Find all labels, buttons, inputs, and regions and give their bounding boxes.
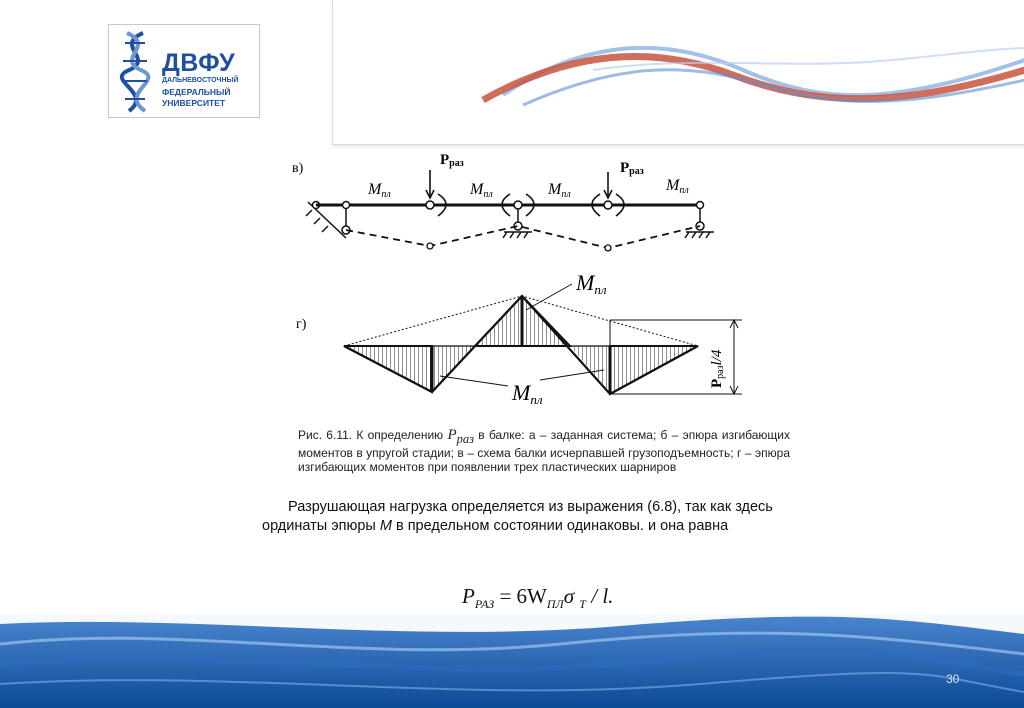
figure-caption: Рис. 6.11. К определению $Р_{раз}$ в балке: а – заданная система; б – эпюра изгибающих моментов в упругой стадии; в – схема балки исчерпавшей грузоподъемность; г – эпюра изгибающих моментов при появлении трех пластических шарниров [298, 427, 791, 474]
collapse-mechanism [346, 226, 700, 248]
diagram-moment-label-top: Мпл [576, 270, 607, 297]
page-number: 30 [946, 672, 960, 686]
dimension-label: Рразl/4 [709, 349, 726, 388]
pin-support-3 [685, 202, 714, 239]
plastic-hinge-1 [426, 201, 434, 209]
logo-abbr: ДВФУ [162, 49, 236, 77]
displaced-hinge-2 [605, 245, 611, 251]
load-arrow-1 [426, 170, 434, 198]
dna-helix-icon [113, 31, 161, 113]
logo-line-1: ДАЛЬНЕВОСТОЧНЫЙ [162, 77, 239, 84]
fixed-support [306, 202, 346, 239]
moment-label-1: Мпл [368, 181, 391, 200]
displaced-hinge-1 [427, 243, 433, 249]
header-band [332, 0, 1024, 145]
leader-left [440, 376, 508, 386]
header-ribbons [333, 0, 1024, 144]
panel-label-v: в) [292, 161, 304, 176]
pin-support-1 [342, 202, 350, 235]
formula: $P_{РАЗ} = 6W_{ПЛ}\sigma$ $_Т$ / l. [462, 584, 614, 612]
moment-label-2: Мпл [470, 181, 493, 200]
body-paragraph: Разрушающая нагрузка определяется из выражения (6.8), так как здесь ординаты эпюры М в предельном состоянии одинаковы. и она равна [262, 499, 773, 534]
leader-top [526, 284, 572, 310]
moment-label-3: Мпл [548, 181, 571, 200]
moment-label-4: Мпл [666, 177, 689, 196]
load-arrow-2 [604, 172, 612, 198]
university-logo [108, 24, 260, 118]
plastic-hinge-3 [604, 201, 612, 209]
panel-label-g: г) [296, 317, 307, 332]
caption-symbol: $Р_{раз}$ [447, 427, 475, 446]
logo-line-3: УНИВЕРСИТЕТ [162, 98, 226, 108]
load-label-2: Рраз [620, 160, 644, 177]
load-label-1: Рраз [440, 152, 464, 169]
footer-waves [0, 614, 1024, 708]
logo-line-2: ФЕДЕРАЛЬНЫЙ [162, 87, 231, 97]
beam-figure [290, 150, 760, 420]
plastic-hinge-2 [514, 201, 522, 209]
diagram-moment-label-bottom: Мпл [512, 380, 543, 407]
